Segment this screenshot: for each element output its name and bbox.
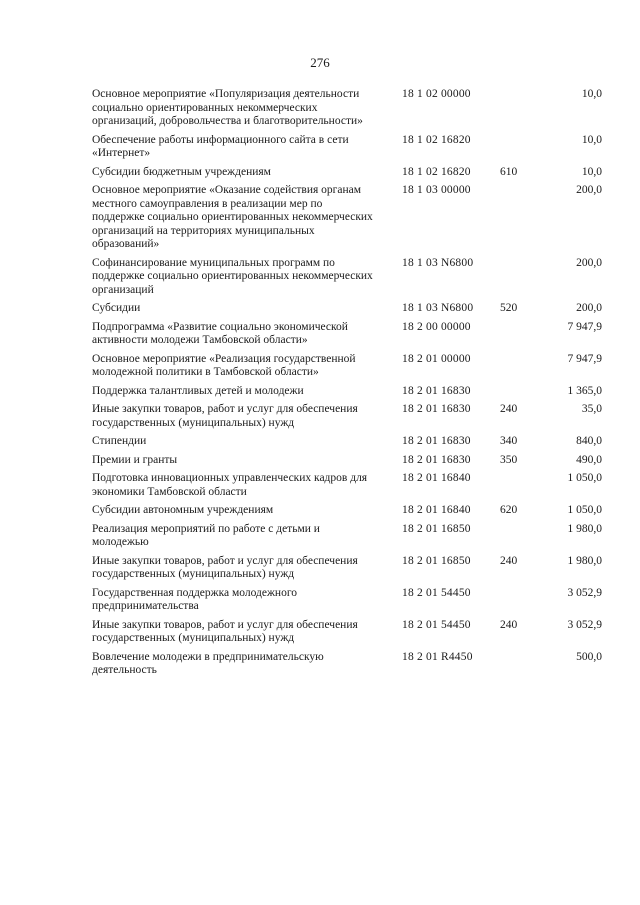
row-code: 18 1 03 N6800 xyxy=(402,256,474,269)
row-amount: 10,0 xyxy=(581,88,602,100)
row-amount: 1 980,0 xyxy=(567,554,602,567)
row-name: Вовлечение молодежи в предпринимательскую деятельность xyxy=(92,650,324,676)
row-name: Субсидии бюджетным учреждениям xyxy=(92,165,271,178)
table-row xyxy=(0,166,640,180)
row-code: 18 1 02 16820 xyxy=(402,133,471,146)
row-amount: 200,0 xyxy=(576,184,602,196)
row-amount: 7 947,9 xyxy=(567,352,602,365)
row-name: Иные закупки товаров, работ и услуг для обеспечения государственных (муниципальных) нужд xyxy=(92,554,358,580)
row-expense-type: 620 xyxy=(500,504,518,516)
row-code: 18 2 01 00000 xyxy=(402,352,471,365)
row-code: 18 2 00 00000 xyxy=(402,320,471,333)
table-row xyxy=(0,321,640,348)
row-amount: 1 365,0 xyxy=(567,384,602,397)
row-code: 18 2 01 16840 xyxy=(402,472,471,484)
row-code: 18 2 01 16830 xyxy=(402,453,471,466)
row-expense-type: 240 xyxy=(500,403,518,415)
row-code: 18 2 01 16840 xyxy=(402,504,471,516)
row-code: 18 2 01 54450 xyxy=(402,586,471,599)
table-row xyxy=(0,587,640,614)
table-row xyxy=(0,523,640,550)
row-amount: 200,0 xyxy=(576,256,602,269)
table-row xyxy=(0,353,640,380)
row-amount: 3 052,9 xyxy=(567,618,602,631)
row-amount: 840,0 xyxy=(576,435,602,447)
row-name: Субсидии xyxy=(92,302,141,314)
table-row xyxy=(0,134,640,161)
row-code: 18 2 01 16850 xyxy=(402,554,471,567)
row-expense-type: 350 xyxy=(500,453,518,466)
row-expense-type: 610 xyxy=(500,165,518,178)
table-row xyxy=(0,184,640,252)
budget-table xyxy=(0,88,640,683)
table-row xyxy=(0,504,640,518)
table-row xyxy=(0,454,640,468)
table-row xyxy=(0,651,640,678)
row-name: Основное мероприятие «Реализация государственной молодежной политики в Тамбовской области» xyxy=(92,352,356,378)
row-name: Иные закупки товаров, работ и услуг для обеспечения государственных (муниципальных) нужд xyxy=(92,403,358,429)
table-row xyxy=(0,88,640,129)
row-expense-type: 240 xyxy=(500,554,518,567)
row-amount: 7 947,9 xyxy=(567,320,602,333)
row-name: Премии и гранты xyxy=(92,453,178,466)
row-amount: 35,0 xyxy=(581,403,602,415)
table-row xyxy=(0,257,640,298)
row-name: Государственная поддержка молодежного предпринимательства xyxy=(92,586,298,612)
row-code: 18 1 02 16820 xyxy=(402,165,471,178)
row-code: 18 2 01 16850 xyxy=(402,522,471,535)
row-code: 18 2 01 16830 xyxy=(402,435,471,447)
row-code: 18 2 01 16830 xyxy=(402,384,471,397)
row-expense-type: 340 xyxy=(500,435,518,447)
row-code: 18 2 01 R4450 xyxy=(402,650,473,663)
page-number: 276 xyxy=(310,55,330,70)
table-row xyxy=(0,385,640,399)
row-amount: 10,0 xyxy=(581,165,602,178)
row-expense-type: 240 xyxy=(500,618,518,631)
row-amount: 3 052,9 xyxy=(567,586,602,599)
row-code: 18 2 01 54450 xyxy=(402,618,471,631)
table-row xyxy=(0,472,640,499)
row-amount: 200,0 xyxy=(576,302,602,314)
row-code: 18 1 03 00000 xyxy=(402,184,471,196)
row-amount: 490,0 xyxy=(576,453,602,466)
row-name: Поддержка талантливых детей и молодежи xyxy=(92,384,304,397)
row-amount: 1 050,0 xyxy=(567,504,602,516)
table-row xyxy=(0,555,640,582)
row-amount: 10,0 xyxy=(581,133,602,146)
row-name: Подготовка инновационных управленческих кадров для экономики Тамбовской области xyxy=(92,472,368,498)
table-row xyxy=(0,302,640,316)
row-name: Реализация мероприятий по работе с детьми и молодежью xyxy=(92,522,320,548)
row-name: Основное мероприятие «Популяризация деятельности социально ориентированных некоммерческих организаций, добровольчества и благотворительности» xyxy=(92,88,363,127)
row-name: Обеспечение работы информационного сайта в сети «Интернет» xyxy=(92,133,349,159)
row-name: Софинансирование муниципальных программ по поддержке социально ориентированных некоммерческих организаций xyxy=(92,256,373,296)
table-row xyxy=(0,403,640,430)
row-name: Основное мероприятие «Оказание содействия органам местного самоуправления в реализации мер по поддержке социально ориентированных некоммерческих организаций на территориях муниципальных образований» xyxy=(92,184,373,250)
row-name: Подпрограмма «Развитие социально экономической активности молодежи Тамбовской области» xyxy=(92,320,348,346)
table-row xyxy=(0,435,640,449)
row-code: 18 1 03 N6800 xyxy=(402,302,474,314)
row-amount: 500,0 xyxy=(576,650,602,663)
row-amount: 1 980,0 xyxy=(567,522,602,535)
row-name: Иные закупки товаров, работ и услуг для обеспечения государственных (муниципальных) нужд xyxy=(92,618,358,644)
row-expense-type: 520 xyxy=(500,302,518,314)
table-row xyxy=(0,619,640,646)
row-code: 18 2 01 16830 xyxy=(402,403,471,415)
row-amount: 1 050,0 xyxy=(567,472,602,484)
row-name: Стипендии xyxy=(92,435,147,447)
row-name: Субсидии автономным учреждениям xyxy=(92,504,274,516)
row-code: 18 1 02 00000 xyxy=(402,88,471,100)
